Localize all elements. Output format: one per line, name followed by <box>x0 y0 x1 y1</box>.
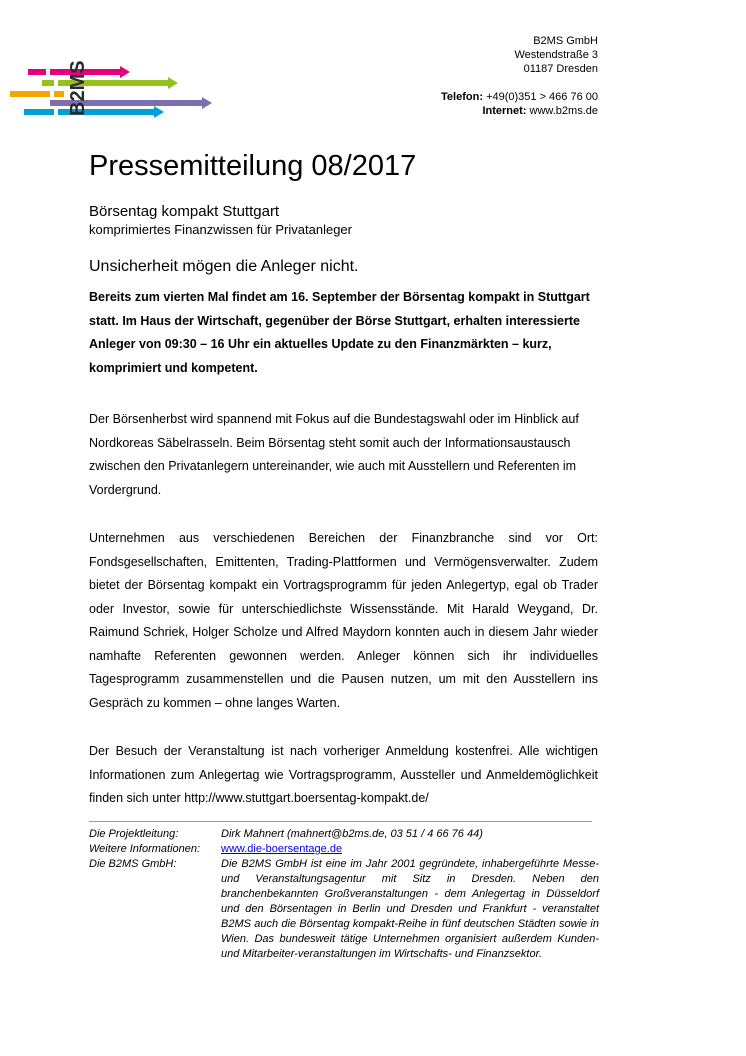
paragraph-3: Der Besuch der Veranstaltung ist nach vorheriger Anmeldung kostenfrei. Alle wichtigen Informationen zum Anlegertag wie Vortragsprogramm, Aussteller und Anmeldemöglichkeit finden sich unter http://www.stuttgart.boersentag-kompakt.de/ <box>89 744 598 805</box>
phone-line <box>441 90 598 104</box>
company-name: B2MS GmbH <box>533 35 598 47</box>
logo-text: B2MS <box>67 60 89 116</box>
company-contact <box>441 90 598 118</box>
paragraph-2: Unternehmen aus verschiedenen Bereichen der Finanzbranche sind vor Ort: Fondsgesellschaften, Emittenten, Trading-Plattformen und Vermögensverwalter. Zudem bietet der Börsentag kompakt ein Vortragsprogramm für jeden Anlegertyp, egal ob Trader oder Investor, sowie für unterschiedlichste Wissensstände. Mit Harald Weygand, Dr. Raimund Schriek, Holger Scholze und Alfred Maydorn konnten auch in diesem Jahr wieder namhafte Referenten gewonnen werden. Anleger können sich ihr individuelles Tagesprogramm zusammenstellen und die Pausen nutzen, um mit den Ausstellern ins Gespräch zu kommen – ohne langes Warten. <box>89 531 598 710</box>
footer-row-company <box>89 857 599 962</box>
web-value: www.b2ms.de <box>529 105 598 117</box>
footer-divider <box>89 821 592 822</box>
company-address <box>514 34 598 76</box>
lead-heading: Unsicherheit mögen die Anleger nicht. <box>89 258 359 275</box>
company-city: 01187 Dresden <box>523 63 598 75</box>
footer-label: Weitere Informationen: <box>89 843 201 855</box>
subtitle: Börsentag kompakt Stuttgart <box>89 203 280 220</box>
sub-subtitle: komprimiertes Finanzwissen für Privatanleger <box>89 222 352 237</box>
phone-value: +49(0)351 > 466 76 00 <box>486 91 598 103</box>
page-title: Pressemitteilung 08/2017 <box>89 150 417 182</box>
phone-label: Telefon: <box>441 91 483 103</box>
footer-row-lead <box>89 827 599 842</box>
web-line <box>441 104 598 118</box>
footer-label: Die B2MS GmbH: <box>89 858 177 870</box>
info-link[interactable]: www.die-boersentage.de <box>221 843 343 855</box>
footer-value: Die B2MS GmbH ist eine im Jahr 2001 gegründete, inhabergeführte Messe- und Veranstaltungsagentur mit Sitz in Dresden. Neben den branchenbekannten Großveranstaltungen - dem Anlegertag in Düsseldorf und den Börsentagen in Berlin und Dresden und Frankfurt - veranstaltet B2MS auch die Börsentag kompakt-Reihe in fünf deutschen Städten sowie in Wien. Das bundesweit tätige Unternehmen organisiert außerdem Kunden- und Mitarbeiter-veranstaltungen im Wirtschafts- und Finanzsektor. <box>221 858 599 960</box>
lead-paragraph: Bereits zum vierten Mal findet am 16. September der Börsentag kompakt in Stuttgart statt. Im Haus der Wirtschaft, gegenüber der Börse Stuttgart, erhalten interessierte Anleger von 09:30 – 16 Uhr ein aktuelles Update zu den Finanzmärkten – kurz, komprimiert und kompetent. <box>89 290 590 375</box>
footer-value: Dirk Mahnert (mahnert@b2ms.de, 03 51 / 4 66 76 44) <box>221 828 483 840</box>
paragraph-1: Der Börsenherbst wird spannend mit Fokus auf die Bundestagswahl oder im Hinblick auf Nordkoreas Säbelrasseln. Beim Börsentag steht somit auch der Informationsaustausch zwischen den Privatanlegern untereinander, wie auch mit Ausstellern und Referenten im Vordergrund. <box>89 412 579 497</box>
company-street: Westendstraße 3 <box>514 49 598 61</box>
footer-row-info <box>89 842 599 857</box>
web-label: Internet: <box>482 105 527 117</box>
b2ms-logo <box>10 40 216 120</box>
footer-label: Die Projektleitung: <box>89 828 179 840</box>
footer-info <box>89 827 599 962</box>
